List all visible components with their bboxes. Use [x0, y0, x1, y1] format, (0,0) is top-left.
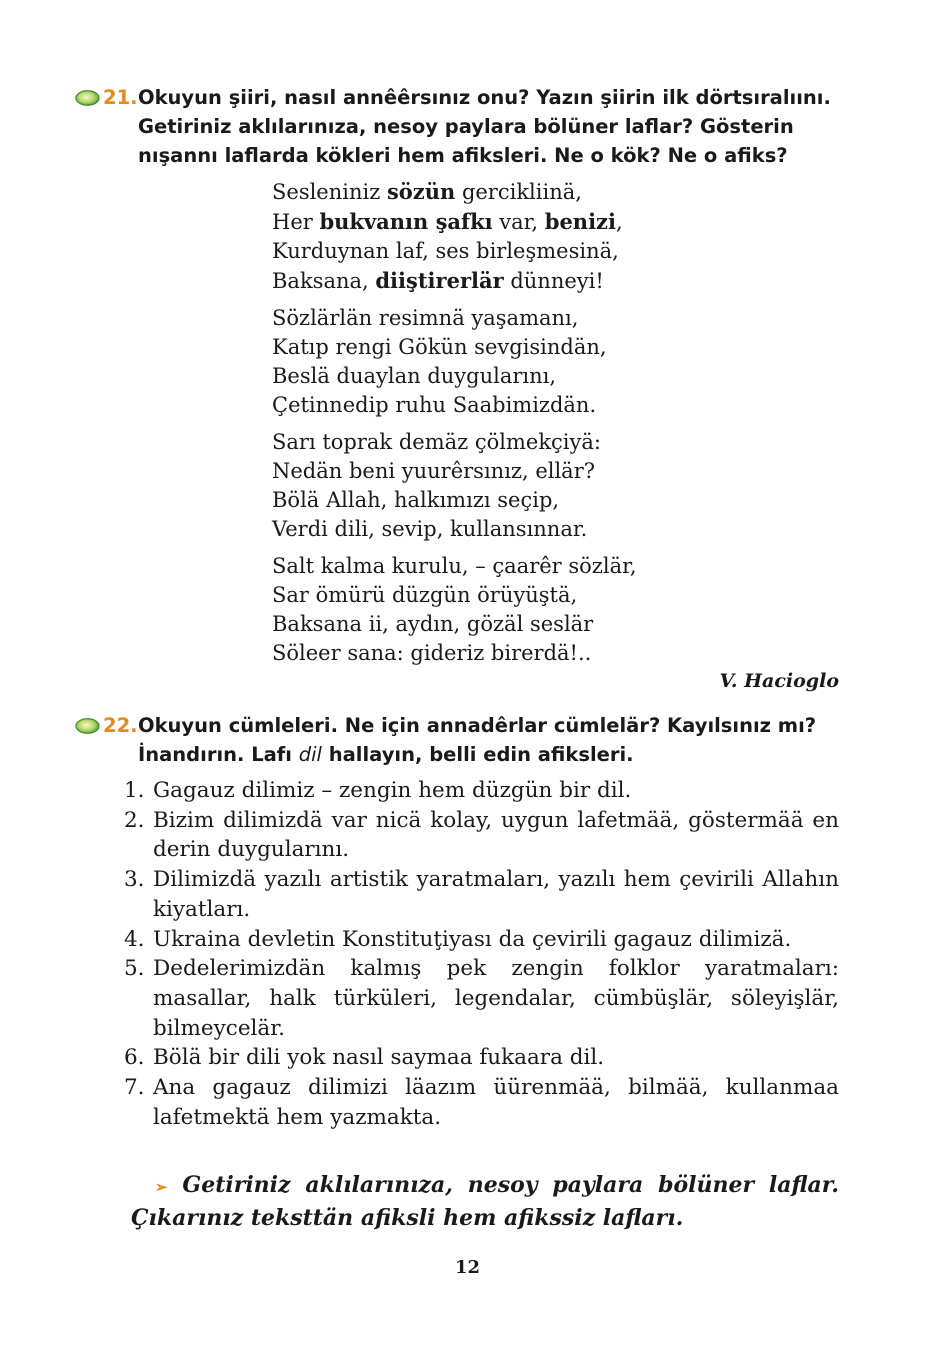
poem-text: var,	[492, 210, 545, 234]
item-text: Gagauz dilimiz – zengin hem düzgün bir dil.	[153, 778, 632, 803]
item-number: 5.	[124, 956, 145, 982]
item-number: 2.	[124, 807, 145, 833]
poem-text: Çetinnedip ruhu Saabimizdän.	[272, 393, 597, 417]
green-circle-icon	[75, 90, 100, 106]
poem-text: Her	[272, 210, 320, 234]
item-number: 7.	[124, 1075, 145, 1101]
poem	[272, 177, 637, 668]
item-text: Bizim dilimizdä var nicä kolay, uygun lafetmää, göstermää en derin duygularını.	[153, 807, 839, 863]
list-item	[124, 776, 839, 806]
poem-line	[272, 207, 637, 237]
poem-text: Sözlärlän resimnä yaşamanı,	[272, 306, 579, 330]
item-text: Dedelerimizdän kalmış pek zengin folklor yaratmaları: masallar, halk türküleri, legendalar, cümbüşlär, söleyişlär, bilmeycelär.	[153, 956, 839, 1041]
poem-text: dünneyi!	[503, 269, 604, 293]
instruction-line: Getiriniz aklılarınıza, nesoy paylara bölüner laflar? Gösterin	[138, 115, 794, 138]
item-text: Dilimizdä yazılı artistik yaratmaları, yazılı hem çevirili Allahın kiyatları.	[153, 867, 839, 922]
poem-text: Sarı toprak demäz çölmekçiyä:	[272, 430, 601, 454]
sentence-list	[124, 776, 839, 1132]
arrow-icon: ➢	[155, 1178, 168, 1196]
poem-line	[272, 610, 637, 639]
poem-line	[272, 177, 637, 207]
list-item	[124, 1073, 839, 1132]
item-text: Ana gagauz dilimizi läazım üürenmää, bilmää, kullanmaa lafetmektä hem yazmakta.	[153, 1075, 839, 1130]
poem-text: Sar ömürü düzgün örüyüştä,	[272, 583, 578, 607]
poem-bold-word: benizi	[544, 209, 616, 234]
item-text: Bölä bir dili yok nasıl saymaa fukaara dil.	[153, 1045, 605, 1071]
item-number: 4.	[124, 926, 145, 952]
page-number: 12	[454, 1257, 481, 1278]
poem-line	[272, 639, 637, 668]
poem-line	[272, 486, 637, 515]
poem-line	[272, 457, 637, 486]
poem-line	[272, 552, 637, 581]
green-circle-icon	[75, 718, 100, 734]
poem-line	[272, 581, 637, 610]
poem-text: Beslä duaylan duygularını,	[272, 364, 557, 388]
poem-bold-word: sözün	[386, 179, 456, 204]
poem-text: gercikliinä,	[455, 180, 582, 204]
task-instruction	[138, 83, 848, 170]
instruction-line: Okuyun şiiri, nasıl annêêrsınız onu? Yazın şiirin ilk dörtsıralıını.	[138, 86, 831, 109]
instruction-italic-word: dil	[298, 743, 322, 766]
poem-bold-word: diiştirerlär	[375, 268, 504, 293]
poem-line	[272, 391, 637, 420]
poem-text: Bölä Allah, halkımızı seçip,	[272, 488, 560, 512]
poem-text: Verdi dili, sevip, kullansınnar.	[272, 517, 588, 541]
list-item	[124, 1043, 839, 1073]
poem-text: ,	[615, 210, 623, 234]
task-instruction	[138, 711, 848, 769]
poem-text: Baksana ii, aydın, gözäl seslär	[272, 612, 594, 636]
poem-text: Baksana,	[272, 269, 376, 293]
task-21-heading	[75, 83, 848, 170]
poem-stanza	[272, 428, 637, 544]
instruction-text: hallayın, belli edin afiksleri.	[321, 743, 634, 766]
poem-author: V. Hacioglo	[719, 670, 839, 692]
item-number: 6.	[124, 1045, 145, 1071]
poem-line	[272, 362, 637, 391]
poem-line	[272, 515, 637, 544]
list-item	[124, 925, 839, 955]
poem-stanza	[272, 304, 637, 420]
poem-line	[272, 333, 637, 362]
poem-text: Kurduynan laf, ses birleşmesinä,	[272, 239, 619, 263]
instruction-line: nışannı laflarda kökleri hem afiksleri. Ne o kök? Ne o afiks?	[138, 144, 788, 167]
list-item	[124, 806, 839, 865]
poem-bold-word: bukvanın şafkı	[319, 209, 493, 234]
instruction-line: Okuyun cümleleri. Ne için annadêrlar cümlelär? Kayılsınız mı?	[138, 714, 817, 737]
poem-text: Söleer sana: gideriz birerdä!..	[272, 641, 592, 665]
poem-text: Katıp rengi Gökün sevgisindän,	[272, 335, 607, 359]
task-22-heading	[75, 711, 848, 769]
item-number: 1.	[124, 778, 145, 803]
poem-line	[272, 304, 637, 333]
poem-stanza	[272, 177, 637, 296]
list-item	[124, 865, 839, 924]
poem-stanza	[272, 552, 637, 668]
task-number: 21.	[103, 86, 138, 109]
task-number: 22.	[103, 714, 138, 737]
poem-text: Salt kalma kurulu, – çaarêr sözlär,	[272, 554, 637, 578]
item-number: 3.	[124, 867, 145, 893]
instruction-text: İnandırın. Lafı	[138, 743, 299, 766]
instruction-line	[138, 740, 848, 769]
poem-text: Sesleniniz	[272, 180, 387, 204]
item-text: Ukraina devletin Konstituţiyası da çevirili gagauz dilimizä.	[153, 926, 792, 952]
assignment-body: Getiriniz aklılarınıza, nesoy paylara bölüner laflar. Çıkarınız teksttän afiksli hem afikssiz lafları.	[131, 1172, 839, 1231]
poem-line	[272, 428, 637, 457]
poem-line	[272, 237, 637, 266]
poem-line	[272, 266, 637, 296]
poem-text: Nedän beni yuurêrsınız, ellär?	[272, 459, 595, 483]
list-item	[124, 954, 839, 1043]
assignment-text	[131, 1170, 839, 1234]
